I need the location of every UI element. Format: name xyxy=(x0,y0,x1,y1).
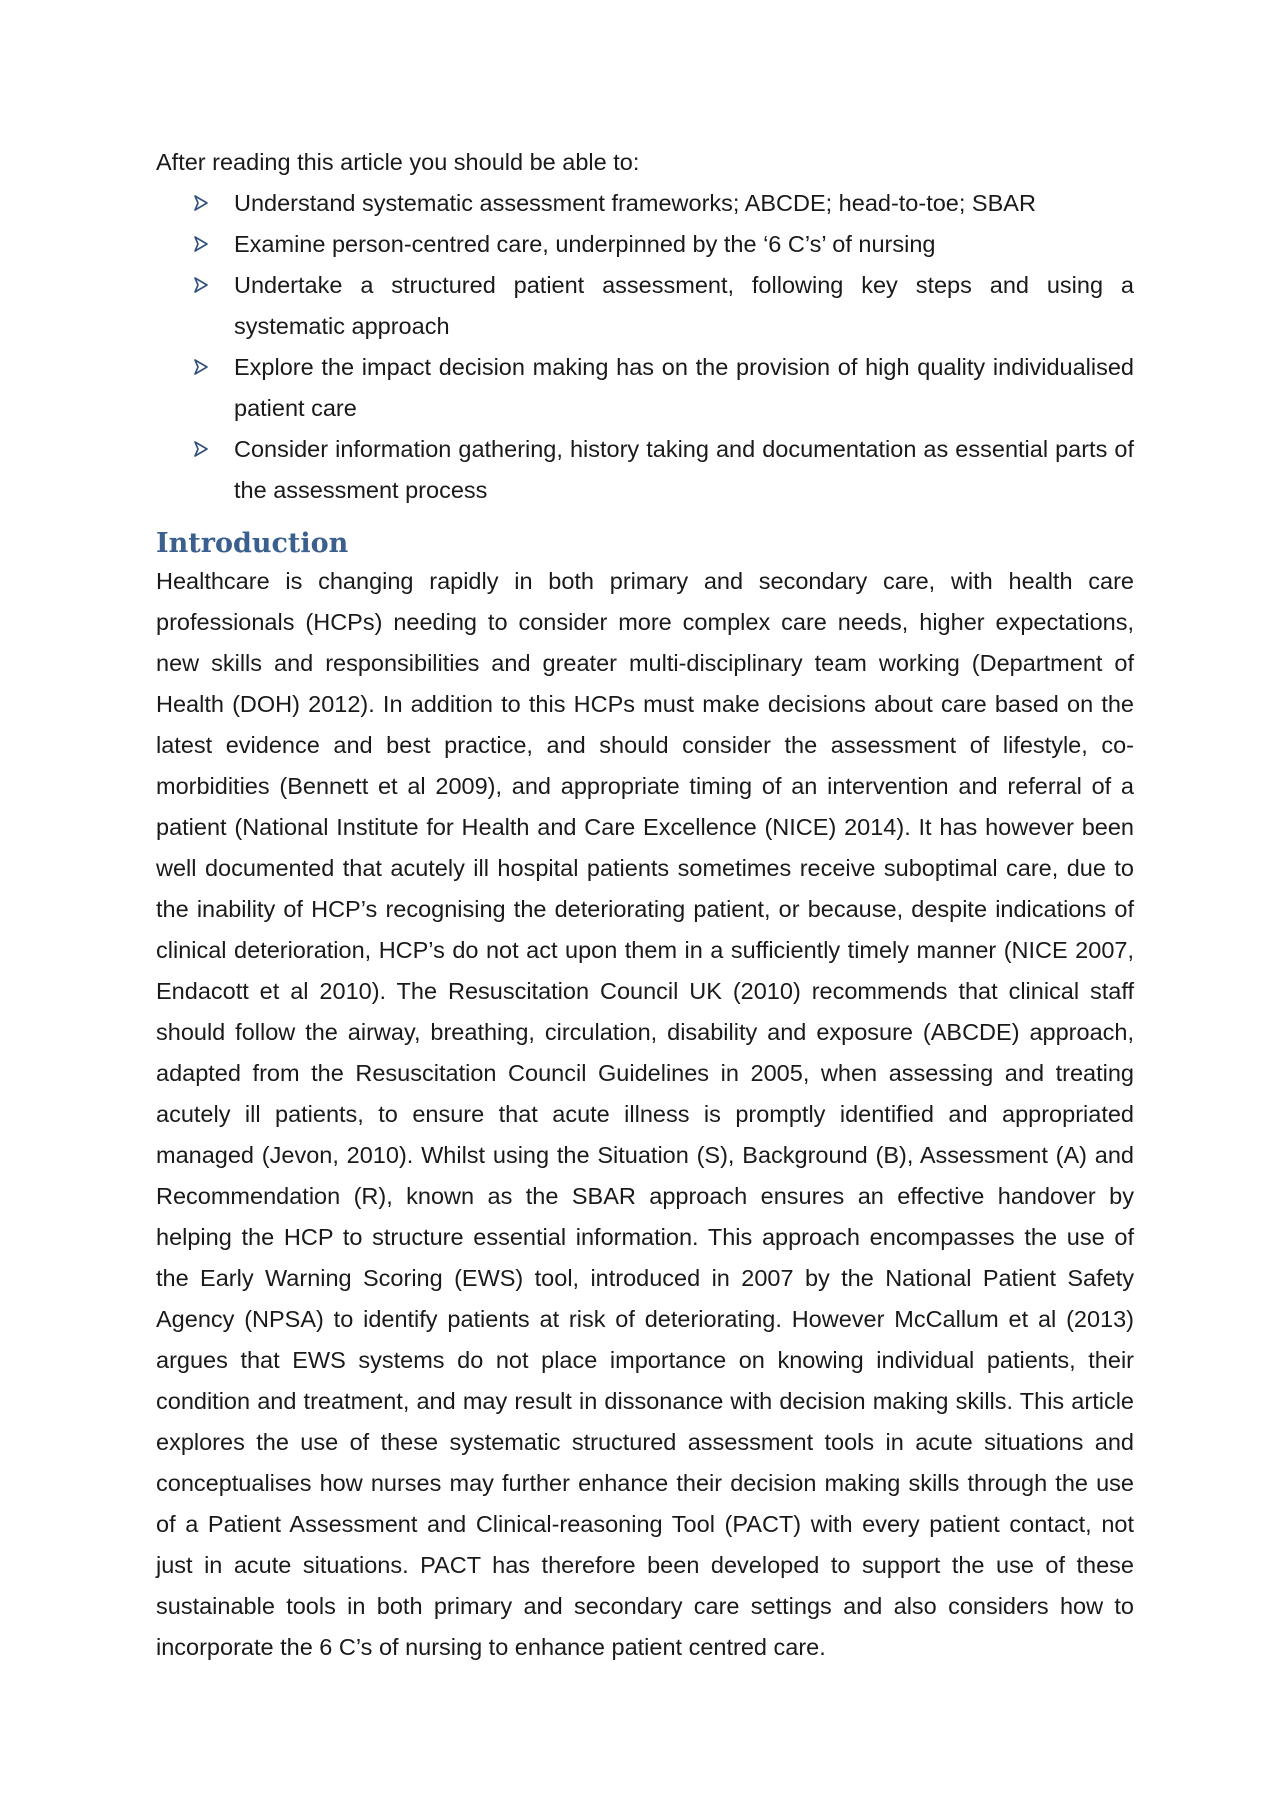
arrowhead-bullet-icon xyxy=(194,359,208,375)
list-item xyxy=(234,224,1134,265)
list-item-text: Undertake a structured patient assessment, following key steps and using a systematic approach xyxy=(234,272,1134,339)
list-item-text: Understand systematic assessment frameworks; ABCDE; head-to-toe; SBAR xyxy=(234,190,1036,216)
arrowhead-bullet-icon xyxy=(194,277,208,293)
document-page xyxy=(156,142,1134,1668)
section-heading: Introduction xyxy=(156,528,349,559)
learning-outcomes-intro: After reading this article you should be able to: xyxy=(156,149,640,175)
list-item-text: Explore the impact decision making has on the provision of high quality individualised patient care xyxy=(234,354,1134,421)
list-item xyxy=(234,265,1134,347)
arrowhead-bullet-icon xyxy=(194,236,208,252)
list-item xyxy=(234,429,1134,511)
list-item xyxy=(234,183,1134,224)
learning-outcomes-list xyxy=(156,183,1134,511)
list-item xyxy=(234,347,1134,429)
arrowhead-bullet-icon xyxy=(194,195,208,211)
list-item-text: Examine person-centred care, underpinned by the ‘6 C’s’ of nursing xyxy=(234,231,936,257)
list-item-text: Consider information gathering, history taking and documentation as essential parts of the assessment process xyxy=(234,436,1134,503)
section-body-paragraph: Healthcare is changing rapidly in both primary and secondary care, with health care professionals (HCPs) needing to consider more complex care needs, higher expectations, new skills and responsibilities and greater multi-disciplinary team working (Department of Health (DOH) 2012). In addition to this HCPs must make decisions about care based on the latest evidence and best practice, and should consider the assessment of lifestyle, co-morbidities (Bennett et al 2009), and appropriate timing of an intervention and referral of a patient (National Institute for Health and Care Excellence (NICE) 2014). It has however been well documented that acutely ill hospital patients sometimes receive suboptimal care, due to the inability of HCP’s recognising the deteriorating patient, or because, despite indications of clinical deterioration, HCP’s do not act upon them in a sufficiently timely manner (NICE 2007, Endacott et al 2010). The Resuscitation Council UK (2010) recommends that clinical staff should follow the airway, breathing, circulation, disability and exposure (ABCDE) approach, adapted from the Resuscitation Council Guidelines in 2005, when assessing and treating acutely ill patients, to ensure that acute illness is promptly identified and appropriated managed (Jevon, 2010). Whilst using the Situation (S), Background (B), Assessment (A) and Recommendation (R), known as the SBAR approach ensures an effective handover by helping the HCP to structure essential information. This approach encompasses the use of the Early Warning Scoring (EWS) tool, introduced in 2007 by the National Patient Safety Agency (NPSA) to identify patients at risk of deteriorating. However McCallum et al (2013) argues that EWS systems do not place importance on knowing individual patients, their condition and treatment, and may result in dissonance with decision making skills. This article explores the use of these systematic structured assessment tools in acute situations and conceptualises how nurses may further enhance their decision making skills through the use of a Patient Assessment and Clinical-reasoning Tool (PACT) with every patient contact, not just in acute situations. PACT has therefore been developed to support the use of these sustainable tools in both primary and secondary care settings and also considers how to incorporate the 6 C’s of nursing to enhance patient centred care. xyxy=(156,568,1134,1660)
arrowhead-bullet-icon xyxy=(194,441,208,457)
